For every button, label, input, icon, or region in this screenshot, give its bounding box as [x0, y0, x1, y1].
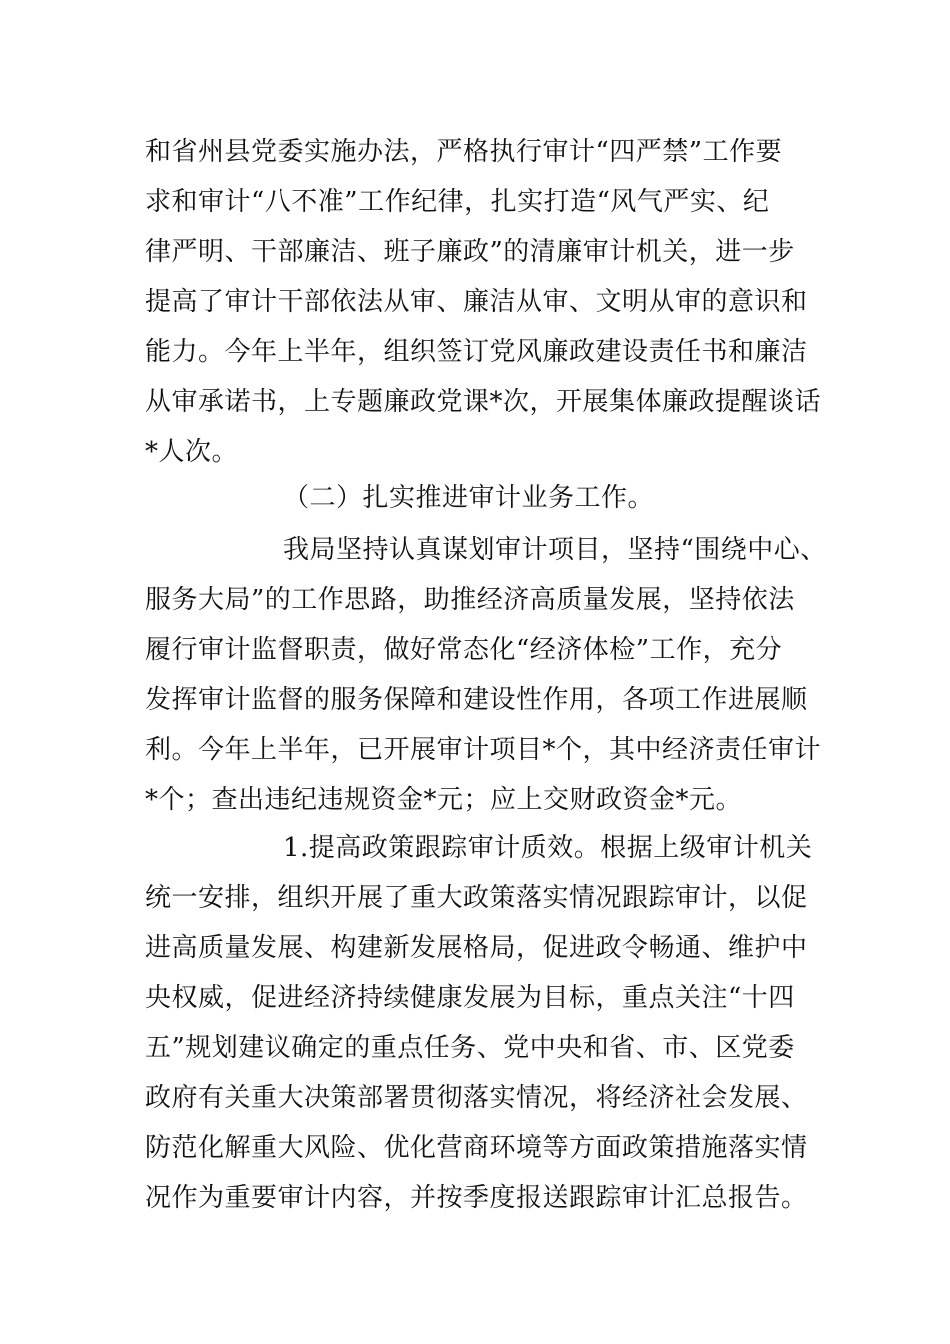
- body-line: 和省州县党委实施办法，严格执行审计“四严禁”工作要: [145, 137, 783, 167]
- body-line: 央权威，促进经济持续健康发展为目标，重点关注“十四: [145, 983, 795, 1013]
- body-line: 履行审计监督职责，做好常态化“经济体检”工作，充分: [145, 635, 783, 665]
- body-line: 从审承诺书，上专题廉政党课*次，开展集体廉政提醒谈话: [145, 387, 822, 417]
- body-line: 进高质量发展、构建新发展格局，促进政令畅通、维护中: [145, 933, 808, 963]
- section-heading: （二）扎实推进审计业务工作。: [283, 483, 655, 513]
- body-line: 求和审计“八不准”工作纪律，扎实打造“风气严实、纪: [145, 187, 770, 217]
- body-line: 律严明、干部廉洁、班子廉政”的清廉审计机关，进一步: [145, 237, 795, 267]
- subsection-first-line: 1.提高政策跟踪审计质效。根据上级审计机关: [283, 833, 813, 863]
- body-line: 况作为重要审计内容，并按季度报送跟踪审计汇总报告。: [145, 1183, 808, 1213]
- body-line: *个；查出违纪违规资金*元；应上交财政资金*元。: [145, 785, 743, 815]
- paragraph-first-line: 我局坚持认真谋划审计项目，坚持“围绕中心、: [283, 535, 827, 565]
- body-line: 服务大局”的工作思路，助推经济高质量发展，坚持依法: [145, 585, 795, 615]
- body-line: 防范化解重大风险、优化营商环境等方面政策措施落实情: [145, 1133, 808, 1163]
- body-line: 统一安排，组织开展了重大政策落实情况跟踪审计，以促: [145, 883, 808, 913]
- body-line: 能力。今年上半年，组织签订党风廉政建设责任书和廉洁: [145, 337, 808, 367]
- body-line: 政府有关重大决策部署贯彻落实情况，将经济社会发展、: [145, 1083, 808, 1113]
- body-line: 提高了审计干部依法从审、廉洁从审、文明从审的意识和: [145, 287, 808, 317]
- body-line: *人次。: [145, 437, 239, 467]
- body-line: 发挥审计监督的服务保障和建设性作用，各项工作进展顺: [145, 685, 808, 715]
- body-line: 五”规划建议确定的重点任务、党中央和省、市、区党委: [145, 1033, 795, 1063]
- body-line: 利。今年上半年，已开展审计项目*个，其中经济责任审计: [145, 735, 822, 765]
